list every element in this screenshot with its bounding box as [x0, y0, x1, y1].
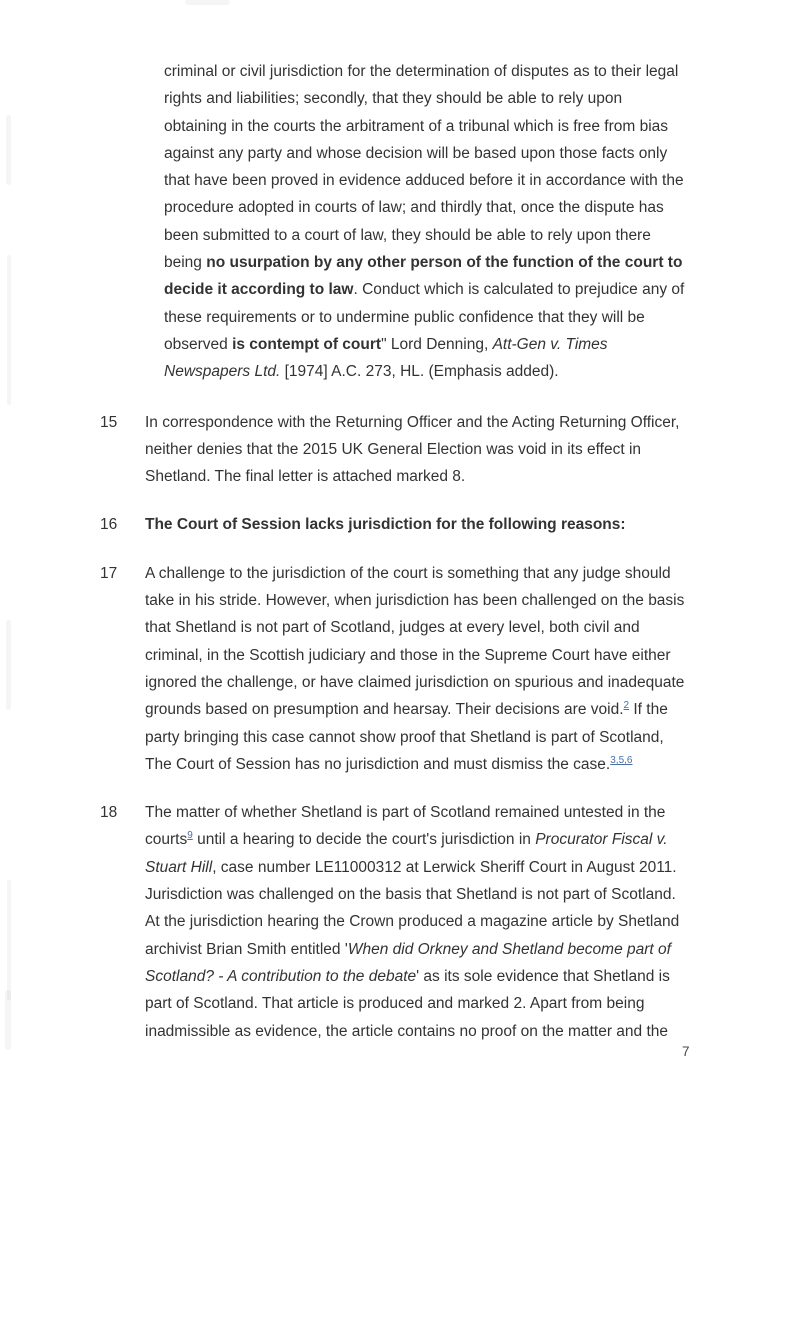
numbered-paragraph-list — [0, 409, 800, 1045]
text-run: until a hearing to decide the court's jurisdiction in — [192, 831, 536, 849]
paragraph-17 — [0, 560, 800, 778]
paragraph-number: 15 — [100, 413, 118, 431]
paragraph-18 — [0, 799, 800, 1045]
paragraph-text — [145, 799, 688, 1045]
paragraph-16 — [0, 511, 800, 538]
text-run: In correspondence with the Returning Officer and the Acting Returning Officer, neither denies that the 2015 UK General Election was void in its effect in Shetland. The final letter is attached marked 8. — [145, 413, 680, 486]
text-run: . Conduct which is calculated to prejudice any of these requirements or to undermine public confidence that they will be observed — [164, 281, 685, 353]
text-run: Procurator Fiscal v. Stuart Hill — [145, 831, 668, 876]
text-run: [1974] A.C. 273, HL. (Emphasis added). — [280, 363, 559, 381]
text-run: Att-Gen v. Times Newspapers Ltd. — [164, 335, 608, 381]
paragraph-text — [145, 511, 688, 538]
scan-artifact — [6, 115, 11, 185]
text-run: The matter of whether Shetland is part of Scotland remained untested in the courts — [145, 804, 666, 849]
paragraph-15 — [0, 409, 800, 491]
footnote-reference[interactable]: 9 — [187, 830, 193, 842]
block-quote — [164, 0, 687, 386]
footnote-reference[interactable]: 2 — [623, 700, 630, 712]
text-run: If the party bringing this case cannot show proof that Shetland is part of Scotland, The Court of Session has no jurisdiction and must dismiss the case. — [145, 701, 668, 773]
paragraph-text — [145, 409, 688, 491]
text-run: ' as its sole evidence that Shetland is part of Scotland. That article is produced and marked 2. Apart from being inadmissible as evidence, the article contains no proof on the matter and the — [145, 967, 670, 1040]
text-run: no usurpation by any other person of the function of the court to decide it according to law — [164, 254, 683, 299]
text-run: is contempt of court — [232, 335, 382, 353]
text-run: When did Orkney and Shetland become part of Scotland? - A contribution to the debate — [145, 940, 671, 985]
paragraph-number: 16 — [100, 516, 118, 534]
text-run: , case number LE11000312 at Lerwick Sheriff Court in August 2011. Jurisdiction was challenged on the basis that Shetland is not part of Scotland. At the jurisdiction hearing the Crown produced a magazine article by Shetland archivist Brian Smith entitled ' — [145, 858, 680, 958]
scan-artifact — [7, 255, 11, 405]
footnote-reference[interactable]: 3,5,6 — [610, 754, 633, 766]
paragraph-text — [145, 560, 688, 778]
text-run: criminal or civil jurisdiction for the determination of disputes as to their legal rights and liabilities; secondly, that they should be able to rely upon obtaining in the courts the arbitrament of a tribunal which is free from bias against any party and whose decision will be based upon those facts only that have been proved in evidence adduced before it in accordance with the procedure adopted in courts of law; and thirdly that, once the dispute has been submitted to a court of law, they should be able to rely upon there being — [164, 63, 684, 272]
paragraph-number: 18 — [100, 804, 118, 822]
text-run: A challenge to the jurisdiction of the court is something that any judge should take in his stride. However, when jurisdiction has been challenged on the basis that Shetland is not part of Scotland, judges at every level, both civil and criminal, in the Scottish judiciary and those in the Supreme Court have either ignored the challenge, or have claimed jurisdiction on spurious and inadequate grounds based on presumption and hearsay. Their decisions are void. — [145, 564, 685, 719]
paragraph-number: 17 — [100, 564, 118, 582]
text-run: The Court of Session lacks jurisdiction for the following reasons: — [145, 516, 626, 534]
page-number: 7 — [682, 1044, 690, 1059]
text-run: " Lord Denning, — [381, 335, 493, 353]
